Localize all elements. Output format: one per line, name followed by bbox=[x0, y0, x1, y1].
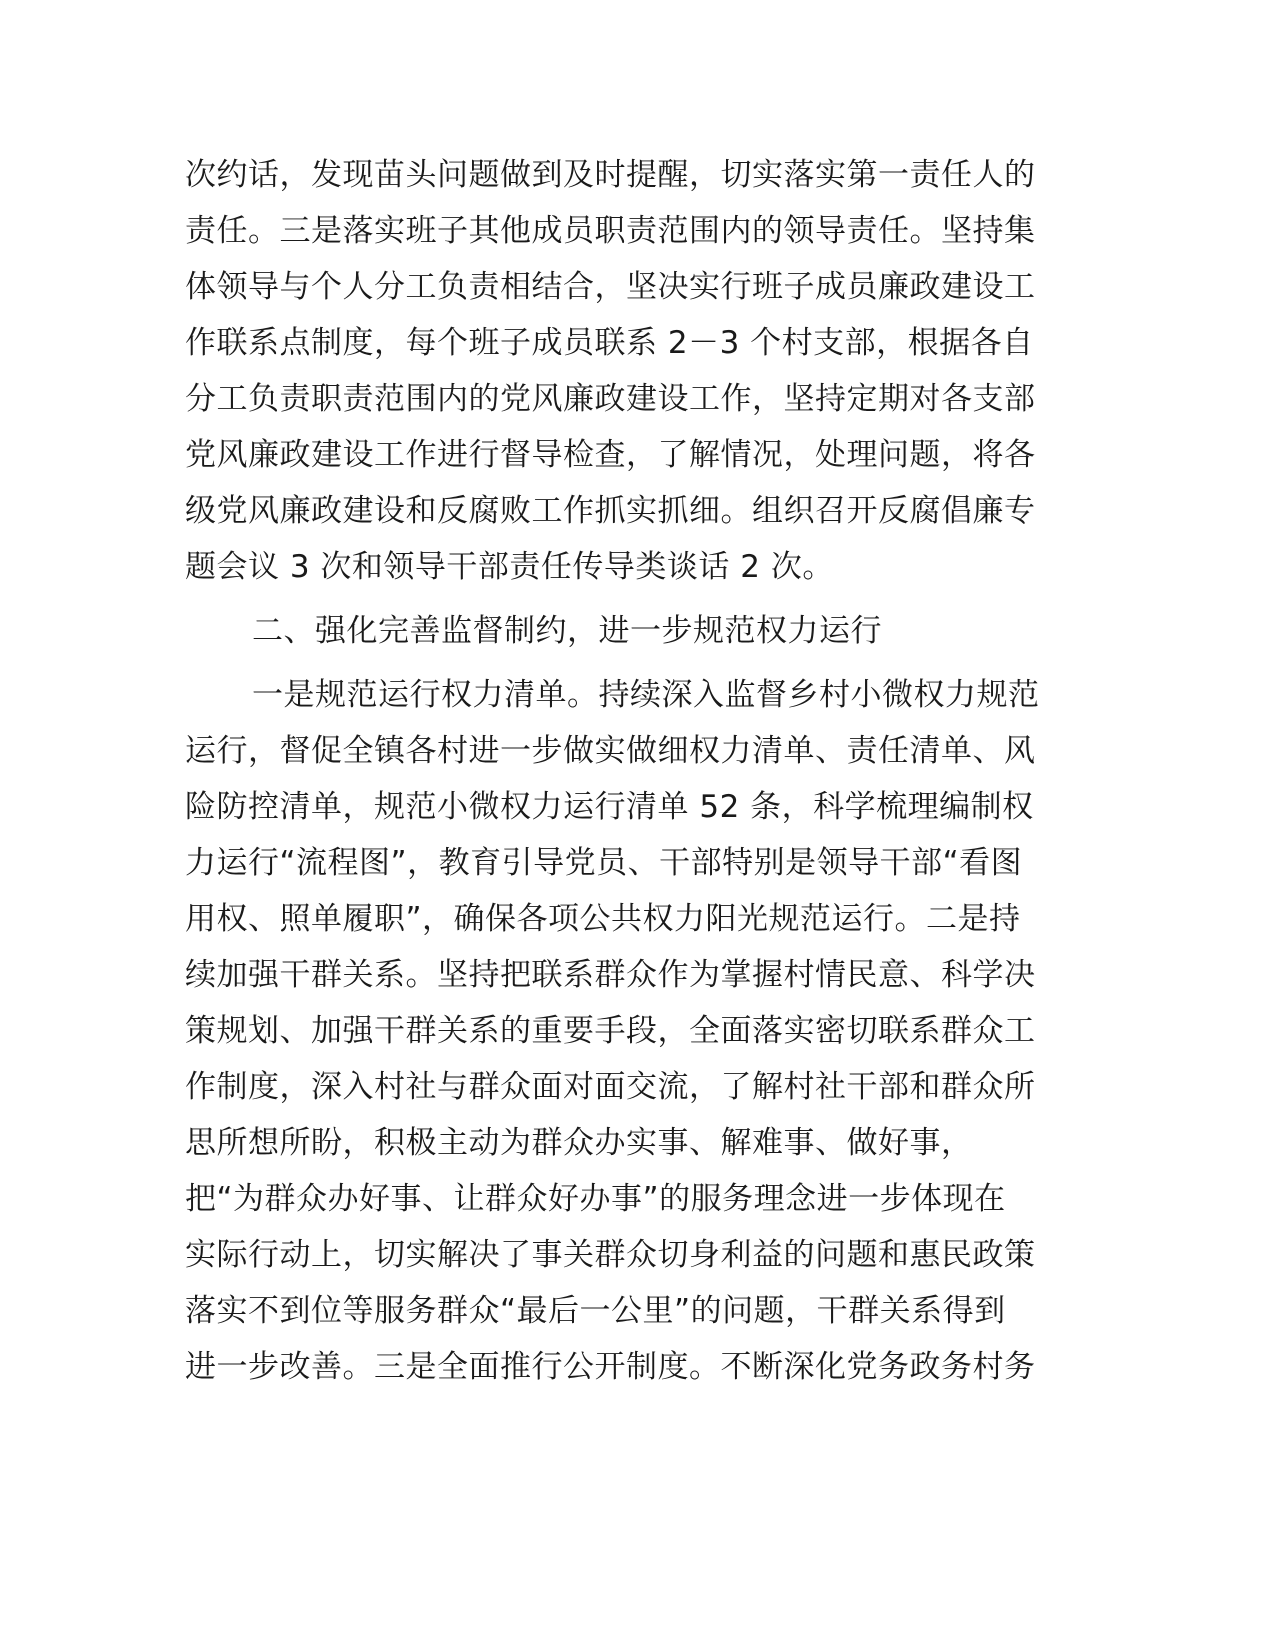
text-line: 题会议 3 次和领导干部责任传导类谈话 2 次。 bbox=[185, 549, 834, 585]
text-line: 实际行动上，切实解决了事关群众切身利益的问题和惠民政策 bbox=[185, 1237, 1036, 1273]
section-heading: 二、强化完善监督制约，进一步规范权力运行 bbox=[252, 613, 882, 649]
text-line: 次约话，发现苗头问题做到及时提醒，切实落实第一责任人的 bbox=[185, 157, 1036, 193]
text-line: 策规划、加强干群关系的重要手段，全面落实密切联系群众工 bbox=[185, 1013, 1036, 1049]
text-line: 思所想所盼，积极主动为群众办实事、解难事、做好事， bbox=[185, 1125, 973, 1161]
text-line: 级党风廉政建设和反腐败工作抓实抓细。组织召开反腐倡廉专 bbox=[185, 493, 1036, 529]
text-line: 进一步改善。三是全面推行公开制度。不断深化党务政务村务 bbox=[185, 1349, 1036, 1385]
text-line: 力运行“流程图”，教育引导党员、干部特别是领导干部“看图 bbox=[185, 845, 1023, 881]
text-line: 一是规范运行权力清单。持续深入监督乡村小微权力规范 bbox=[252, 677, 1040, 713]
text-line: 分工负责职责范围内的党风廉政建设工作，坚持定期对各支部 bbox=[185, 381, 1036, 417]
text-line: 体领导与个人分工负责相结合，坚决实行班子成员廉政建设工 bbox=[185, 269, 1036, 305]
text-line: 作制度，深入村社与群众面对面交流，了解村社干部和群众所 bbox=[185, 1069, 1036, 1105]
text-line: 把“为群众办好事、让群众好办事”的服务理念进一步体现在 bbox=[185, 1181, 1006, 1217]
text-line: 落实不到位等服务群众“最后一公里”的问题，干群关系得到 bbox=[185, 1293, 1006, 1329]
text-line: 险防控清单，规范小微权力运行清单 52 条，科学梳理编制权 bbox=[185, 789, 1034, 825]
text-line: 运行，督促全镇各村进一步做实做细权力清单、责任清单、风 bbox=[185, 733, 1036, 769]
text-line: 作联系点制度，每个班子成员联系 2－3 个村支部，根据各自 bbox=[185, 325, 1034, 361]
text-line: 责任。三是落实班子其他成员职责范围内的领导责任。坚持集 bbox=[185, 213, 1036, 249]
text-line: 党风廉政建设工作进行督导检查，了解情况，处理问题，将各 bbox=[185, 437, 1036, 473]
text-line: 续加强干群关系。坚持把联系群众作为掌握村情民意、科学决 bbox=[185, 957, 1036, 993]
text-line: 用权、照单履职”，确保各项公共权力阳光规范运行。二是持 bbox=[185, 901, 1021, 937]
